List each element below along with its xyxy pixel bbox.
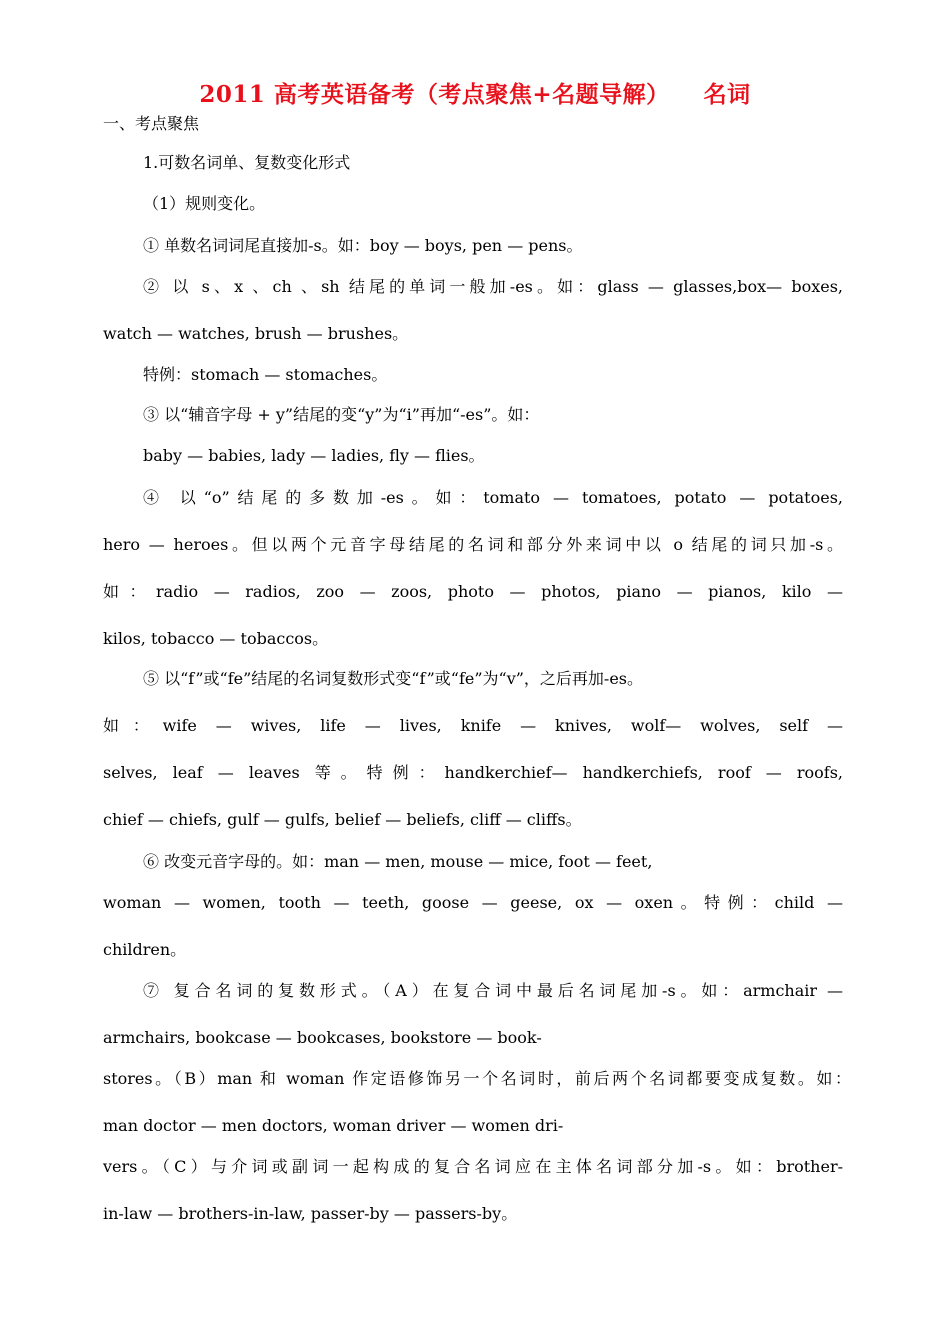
- rule-line: baby — babies, lady — ladies, fly — flies。: [143, 446, 485, 465]
- rule-line: hero — heroes。但以两个元音字母结尾的名词和部分外来词中以 o 结尾的词只加-s。: [103, 535, 843, 554]
- rule-line: kilos, tobacco — tobaccos。: [103, 629, 329, 648]
- rule-line: ② 以 s、x 、ch 、sh 结尾的单词一般加-es。如：glass — glasses,box— boxes,: [143, 277, 843, 296]
- rule-line: ⑥ 改变元音字母的。如：man — men, mouse — mice, foot — feet,: [143, 852, 653, 871]
- rule-line: 特例：stomach — stomaches。: [143, 365, 388, 384]
- rule-line: woman — women, tooth — teeth, goose — geese, ox — oxen。特例：child —: [103, 893, 843, 912]
- rule-line: vers。（C）与介词或副词一起构成的复合名词应在主体名词部分加-s。如：brother-: [103, 1157, 843, 1176]
- rule-line: children。: [103, 940, 187, 959]
- rule-line: man doctor — men doctors, woman driver — women dri-: [103, 1116, 564, 1135]
- rule-line: watch — watches, brush — brushes。: [103, 324, 409, 343]
- rule-line: ① 单数名词词尾直接加-s。如：boy — boys, pen — pens。: [143, 236, 583, 255]
- rule-line: ⑤ 以“f”或“fe”结尾的名词复数形式变“f”或“fe”为“v”，之后再加-es。: [143, 669, 643, 688]
- section-heading: 一、考点聚焦: [103, 114, 200, 133]
- subsection-heading: （1）规则变化。: [143, 194, 266, 213]
- rule-line: ⑦ 复合名词的复数形式。（A）在复合词中最后名词尾加-s。如：armchair —: [143, 981, 843, 1000]
- rule-line: armchairs, bookcase — bookcases, bookstore — book-: [103, 1028, 542, 1047]
- rule-line: 如：radio — radios, zoo — zoos, photo — photos, piano — pianos, kilo —: [103, 582, 843, 601]
- rule-line: ③ 以“辅音字母 + y”结尾的变“y”为“i”再加“-es”。如：: [143, 405, 540, 424]
- rule-line: selves, leaf — leaves 等。特例：handkerchief— handkerchiefs, roof — roofs,: [103, 763, 843, 782]
- document-title: 2011 高考英语备考（考点聚焦+名题导解） 名词: [199, 81, 751, 108]
- rule-line: stores。（B）man 和 woman 作定语修饰另一个名词时，前后两个名词都要变成复数。如：: [103, 1069, 851, 1088]
- rule-line: in-law — brothers-in-law, passer-by — passers-by。: [103, 1204, 518, 1223]
- rule-line: chief — chiefs, gulf — gulfs, belief — beliefs, cliff — cliffs。: [103, 810, 582, 829]
- subsection-heading: 1.可数名词单、复数变化形式: [143, 153, 351, 172]
- rule-line: 如：wife — wives, life — lives, knife — knives, wolf— wolves, self —: [103, 716, 843, 735]
- rule-line: ④ 以“o”结尾的多数加-es。如：tomato — tomatoes, potato — potatoes,: [143, 488, 843, 507]
